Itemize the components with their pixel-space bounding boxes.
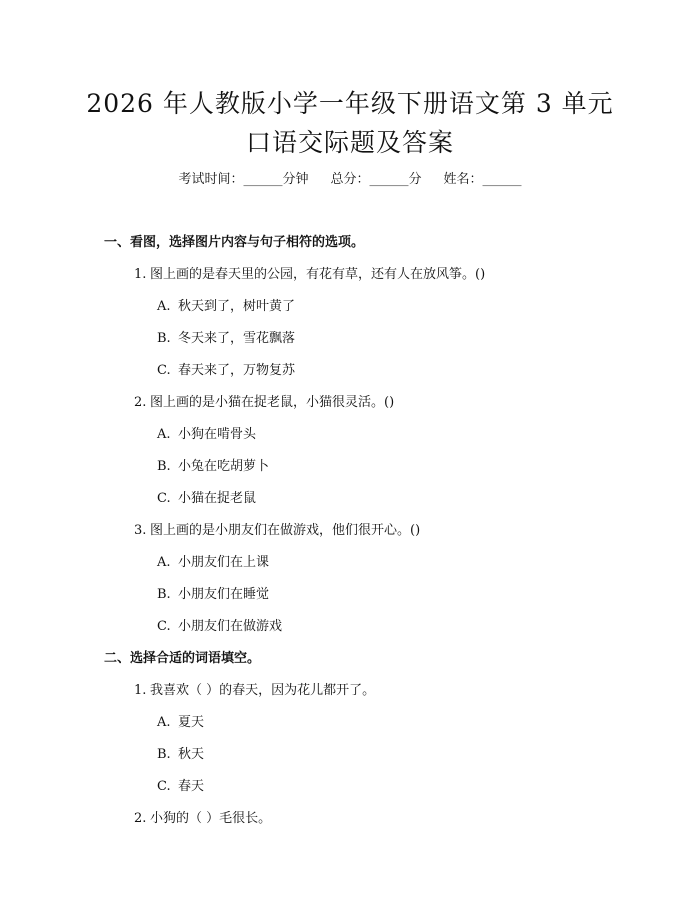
option-letter: B. (157, 747, 171, 762)
question-number: 2. (134, 811, 147, 826)
option-text: 小猫在捉老鼠 (178, 491, 257, 506)
option-text: 小朋友们在做游戏 (178, 619, 283, 634)
option-letter: C. (157, 363, 171, 378)
section-heading: 一、看图，选择图片内容与句子相符的选项。 (104, 235, 365, 250)
option (157, 711, 204, 730)
option-text: 小兔在吃胡萝卜 (178, 459, 270, 474)
option-letter: B. (157, 331, 171, 346)
question-number: 2. (134, 395, 147, 410)
option-text: 春天 (178, 779, 205, 794)
question-text: 小狗的（ ）毛很长。 (150, 811, 272, 826)
question (134, 679, 375, 698)
option-letter: C. (157, 779, 171, 794)
score-unit: 分 (408, 172, 422, 187)
score-blank: ______ (369, 172, 409, 187)
option-text: 秋天到了，树叶黄了 (178, 299, 296, 314)
option-text: 冬天来了，雪花飘落 (178, 331, 296, 346)
option (157, 583, 269, 602)
option-text: 夏天 (178, 715, 205, 730)
name-blank: ______ (482, 172, 522, 187)
option-letter: A. (157, 299, 171, 314)
option-text: 小狗在啃骨头 (178, 427, 257, 442)
option-text: 小朋友们在睡觉 (178, 587, 270, 602)
score-label: 总分： (330, 172, 370, 187)
question (134, 263, 485, 282)
option-letter: A. (157, 555, 171, 570)
question (134, 807, 271, 826)
question-text: 图上画的是小朋友们在做游戏，他们很开心。() (150, 523, 421, 538)
question-number: 3. (134, 523, 147, 538)
exam-info-row (0, 168, 700, 187)
option (157, 295, 295, 314)
option (157, 423, 256, 442)
question-number: 1. (134, 683, 147, 698)
question (134, 519, 420, 538)
document-title-line-1: 2026 年人教版小学一年级下册语文第 3 单元 (86, 89, 614, 118)
time-unit: 分钟 (282, 172, 309, 187)
option-text: 春天来了，万物复苏 (178, 363, 296, 378)
document-title-line-2: 口语交际题及答案 (245, 128, 454, 157)
time-blank: ______ (243, 172, 283, 187)
question (134, 391, 394, 410)
option (157, 775, 204, 794)
option-letter: A. (157, 427, 171, 442)
option-letter: B. (157, 459, 171, 474)
option-text: 秋天 (178, 747, 205, 762)
time-label: 考试时间： (178, 172, 244, 187)
name-label: 姓名： (443, 172, 483, 187)
option-letter: C. (157, 491, 171, 506)
option (157, 551, 269, 570)
option (157, 455, 269, 474)
option (157, 487, 256, 506)
option (157, 615, 282, 634)
section-heading: 二、选择合适的词语填空。 (104, 651, 261, 666)
question-text: 图上画的是春天里的公园，有花有草，还有人在放风筝。() (150, 267, 486, 282)
option (157, 327, 295, 346)
option (157, 743, 204, 762)
question-number: 1. (134, 267, 147, 282)
question-text: 我喜欢（ ）的春天，因为花儿都开了。 (150, 683, 376, 698)
option-letter: C. (157, 619, 171, 634)
option-text: 小朋友们在上课 (178, 555, 270, 570)
question-text: 图上画的是小猫在捉老鼠，小猫很灵活。() (150, 395, 395, 410)
option (157, 359, 295, 378)
option-letter: B. (157, 587, 171, 602)
option-letter: A. (157, 715, 171, 730)
